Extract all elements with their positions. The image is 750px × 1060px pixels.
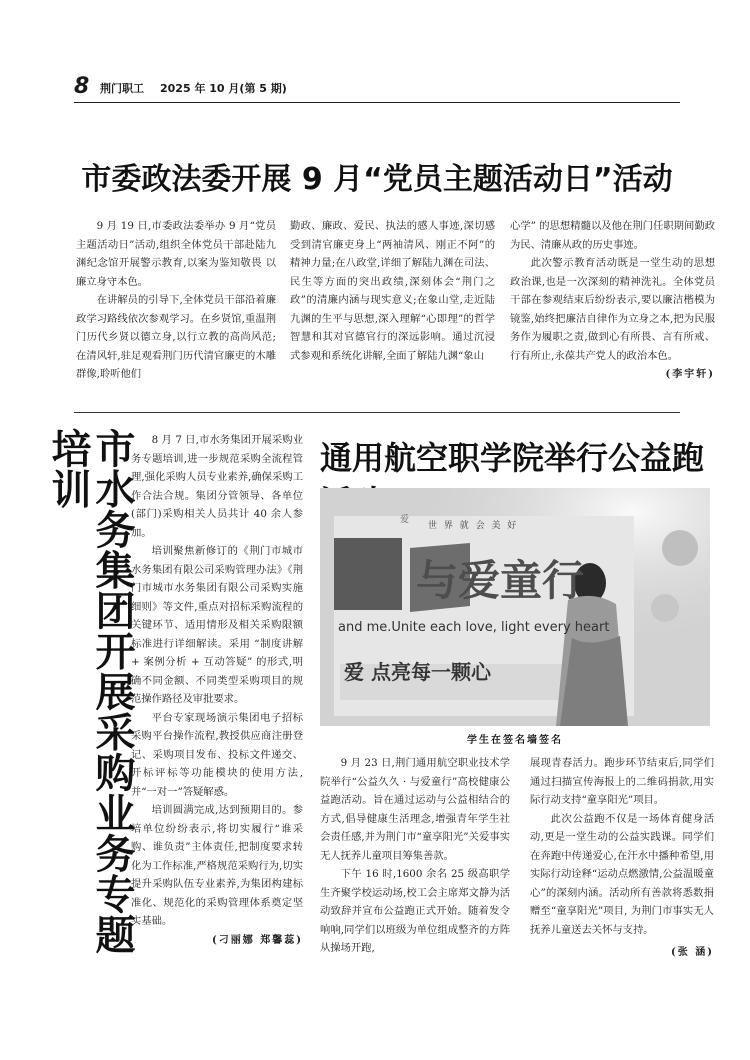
article3-paragraph: 下午 16 时,1600 余名 25 级高职学生齐聚学校运动场,校工会主席郑文静为活动致辞并宣布公益跑正式开始。随着发令响响,同学们以班级为单位组成整齐的方阵从操场开跑, [320, 868, 510, 954]
article3-column-1 [320, 754, 510, 958]
article1-column-3 [510, 217, 715, 385]
article2-paragraph: 培训圆满完成,达到预期目的。参培单位纷纷表示,将切实履行“谁采购、谁负责”主体责任,把制度要求转化为工作标准,严格规范采购行为,切实提升采购队伍专业素养,为集团构建标准化、规范化的采购管理体系奠定坚实基础。 [131, 804, 303, 927]
banner-english-text: and me.Unite each love, light every heart [338, 620, 610, 635]
banner-small-text: 爱 [400, 515, 410, 525]
article2-byline-row [131, 931, 303, 951]
article2-paragraph: 8 月 7 日,市水务集团开展采购业务专题培训,进一步规范采购全流程管理,强化采购人员专业素养,确保采购工作合法合规。集团分管领导、各单位(部门)采购相关人员共计 40 余人参加。 [131, 434, 303, 539]
page-header [74, 74, 680, 104]
article2-paragraph: 平台专家现场演示集团电子招标采购平台操作流程,教授供应商注册登记、采购项目发布、投标文件递交、开标评标等功能模块的使用方法,并“一对一”答疑解惑。 [131, 711, 303, 798]
article1-paragraph: 在讲解员的引导下,全体党员干部沿着廉政学习路线依次参观学习。在乡贤馆,重温荆门历代乡贤以德立身,以行立教的高尚风范;在清风轩,驻足观看荆门历代清官廉吏的木雕群像,聆听他们 [76, 294, 276, 380]
event-photo [320, 488, 710, 726]
newspaper-name: 荆门职工 [100, 82, 144, 95]
article1-paragraph: 9 月 19 日,市委政法委举办 9 月“党员主题活动日”活动,组织全体党员干部赴陆九渊纪念馆开展警示教育,以案为鉴知敬畏 以廉立身守本色。 [76, 220, 276, 288]
article3-paragraph: 9 月 23 日,荆门通用航空职业技术学院举行“公益久久 · 与爱童行”高校健康公益跑活动。旨在通过运动与公益相结合的方式,倡导健康生活理念,增强青年学生社会责任感,并为荆门市“童享阳光”关爱事实无人抚养儿童项目筹集善款。 [320, 757, 510, 862]
article2-column [131, 431, 303, 950]
section-divider [74, 412, 680, 413]
article2-vertical-headline: 市水务集团开展采购业务专题培训 [45, 428, 135, 955]
issue-date: 2025 年 10 月(第 5 期) [160, 82, 287, 95]
article3-column-2 [530, 754, 714, 963]
article1-column-2 [290, 217, 495, 365]
article3-paragraph: 展现青春活力。跑步环节结束后,同学们通过扫描宣传海报上的二维码捐款,用实际行动支持“童享阳光”项目。 [530, 757, 714, 806]
article1-headline: 市委政法委开展 9 月“党员主题活动日”活动 [81, 162, 673, 197]
header-divider [74, 102, 680, 103]
article1-byline: (李宇轩) [665, 369, 715, 380]
article1-column-1 [76, 217, 276, 384]
photo-caption: 学生在签名墙签名 [467, 735, 563, 746]
article3-paragraph: 此次公益跑不仅是一场体育健身活动,更是一堂生动的公益实践课。同学们在奔跑中传递爱心,在汗水中播种希望,用实际行动诠释“运动点燃激情,公益温暖童心”的深刻内涵。活动所有善款将悉数捐赠至“童享阳光”项目, 为荆门市事实无人抚养儿童送去关怀与支持。 [530, 812, 714, 936]
page-number: 8 [74, 74, 90, 99]
article2-paragraph: 培训聚焦新修订的《荆门市城市水务集团有限公司采购管理办法》《荆门市城市水务集团有限公司采购实施细则》等文件,重点对招标采购流程的关键环节、适用情形及相关采购限额标准进行详细解读。采用 “制度讲解 + 案例分析 + 互动答疑” 的形式,明确不同金额、不同类型采购项目的规范操作路径及审批要求。 [131, 545, 303, 705]
banner-big-text: 与爱童行 [416, 556, 585, 605]
article3-byline: (张 涵) [671, 947, 714, 958]
banner-top-row: 世 界 就 会 美 好 [428, 521, 519, 531]
article1-byline-row [510, 365, 715, 385]
article1-paragraph: 心学” 的思想精髓以及他在荆门任职期间勤政为民、清廉从政的历史事迹。 [510, 220, 715, 251]
article2-byline: (刁丽娜 郑馨蕊) [212, 934, 303, 946]
banner-bottom-text: 爱 点亮每一颗心 [344, 660, 491, 684]
article3-byline-row [530, 943, 714, 963]
article1-paragraph: 此次警示教育活动既是一堂生动的思想政治课,也是一次深刻的精神洗礼。全体党员干部在参观结束后纷纷表示,要以廉洁楷模为镜鉴,始终把廉洁自律作为立身之本,把为民服务作为履职之责,做到心有所畏、言有所戒、行有所止,永葆共产党人的政治本色。 [510, 257, 715, 362]
article1-paragraph: 勤政、廉政、爱民、执法的感人事迹,深切感受到清官廉吏身上“两袖清风、刚正不阿”的精神力量;在八政堂,详细了解陆九渊在司法、民生等方面的突出政绩,深刻体会“荆门之政”的清廉内涵与现实意义;在象山堂,走近陆九渊的生平与思想,深入理解“心即理”的哲学智慧和其对官德官行的深远影响。通过沉浸式参观和系统化讲解,全面了解陆九渊“象山 [290, 220, 495, 362]
article3-headline: 通用航空职学院举行公益跑 [320, 439, 705, 477]
